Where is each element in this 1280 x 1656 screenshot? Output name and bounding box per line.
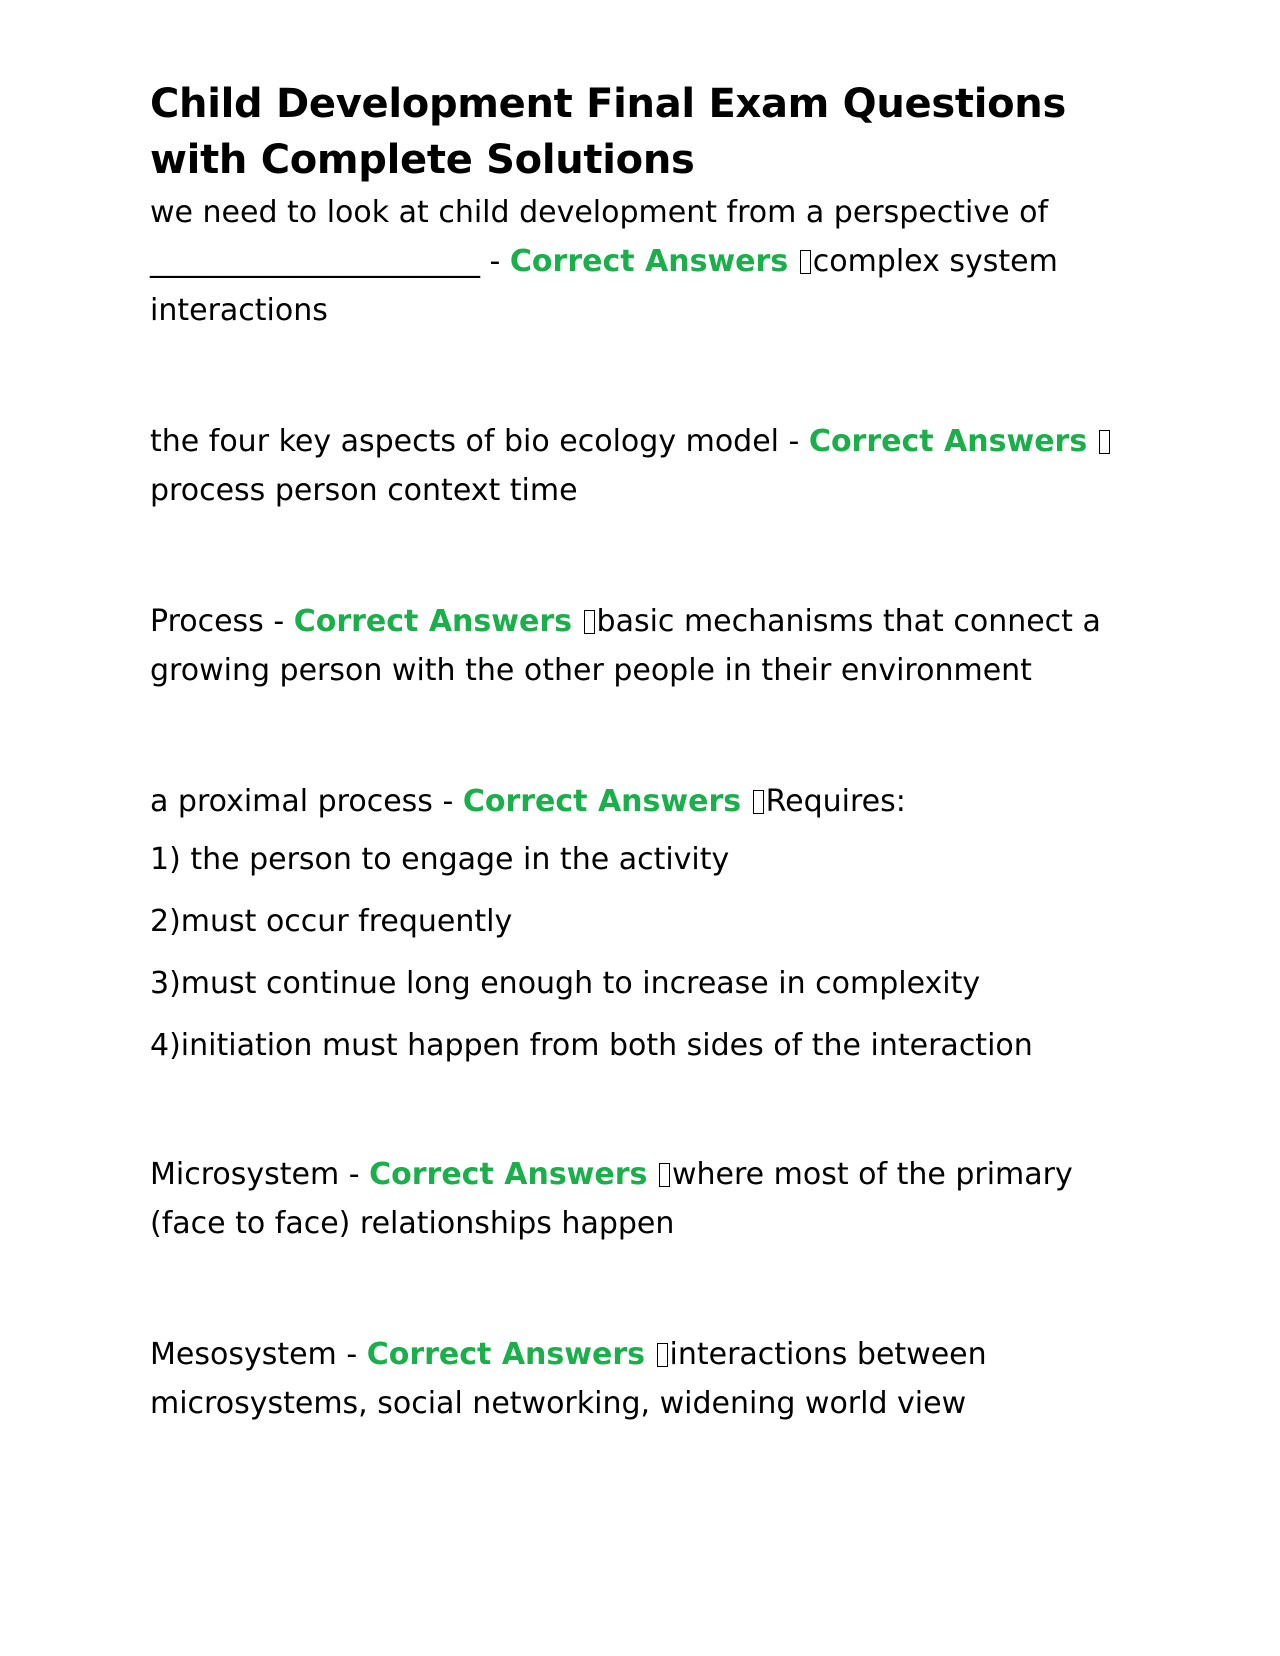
correct-answers-label: Correct Answers [366,1337,645,1372]
missing-glyph-icon [584,610,595,634]
list-item: 1) the person to engage in the activity [150,842,730,877]
list-item: 4)initiation must happen from both sides of the interaction [150,1028,1033,1063]
answer-text: process person context time [150,473,578,508]
question-text: a proximal process - [150,784,463,819]
question-text: Mesosystem - [150,1337,367,1372]
correct-answers-label: Correct Answers [462,784,742,819]
question-text: we need to look at child development from a perspective of ______________________ - [150,195,1049,279]
missing-glyph-icon [800,250,811,274]
answer-text: basic mechanisms that connect a growing person with the other people in their environment [150,604,1101,688]
qa-item [150,417,1130,515]
answer-text: Requires: [765,784,906,819]
list-item: 2)must occur frequently [150,904,513,939]
question-text: the four key aspects of bio ecology model - [150,424,809,459]
correct-answers-label: Correct Answers [369,1157,648,1192]
question-text: Microsystem - [150,1157,370,1192]
qa-item [150,1330,1130,1428]
missing-glyph-icon [753,790,764,814]
missing-glyph-icon [657,1343,668,1367]
page-title: Child Development Final Exam Questions with Complete Solutions [150,81,1066,183]
missing-glyph-icon [659,1163,670,1187]
missing-glyph-icon [1099,430,1110,454]
qa-item [150,777,1130,826]
correct-answers-label: Correct Answers [293,604,572,639]
answer-text: complex system interactions [150,244,1058,328]
list-item: 3)must continue long enough to increase in complexity [150,966,981,1001]
answer-text: interactions between microsystems, social networking, widening world view [150,1337,987,1421]
qa-item [150,1150,1130,1248]
qa-item [150,188,1130,335]
correct-answers-label: Correct Answers [808,424,1088,459]
question-text: Process - [150,604,294,639]
correct-answers-label: Correct Answers [509,244,789,279]
document-page [150,76,1130,1428]
answer-text: where most of the primary (face to face) relationships happen [150,1157,1073,1241]
qa-item [150,597,1130,695]
